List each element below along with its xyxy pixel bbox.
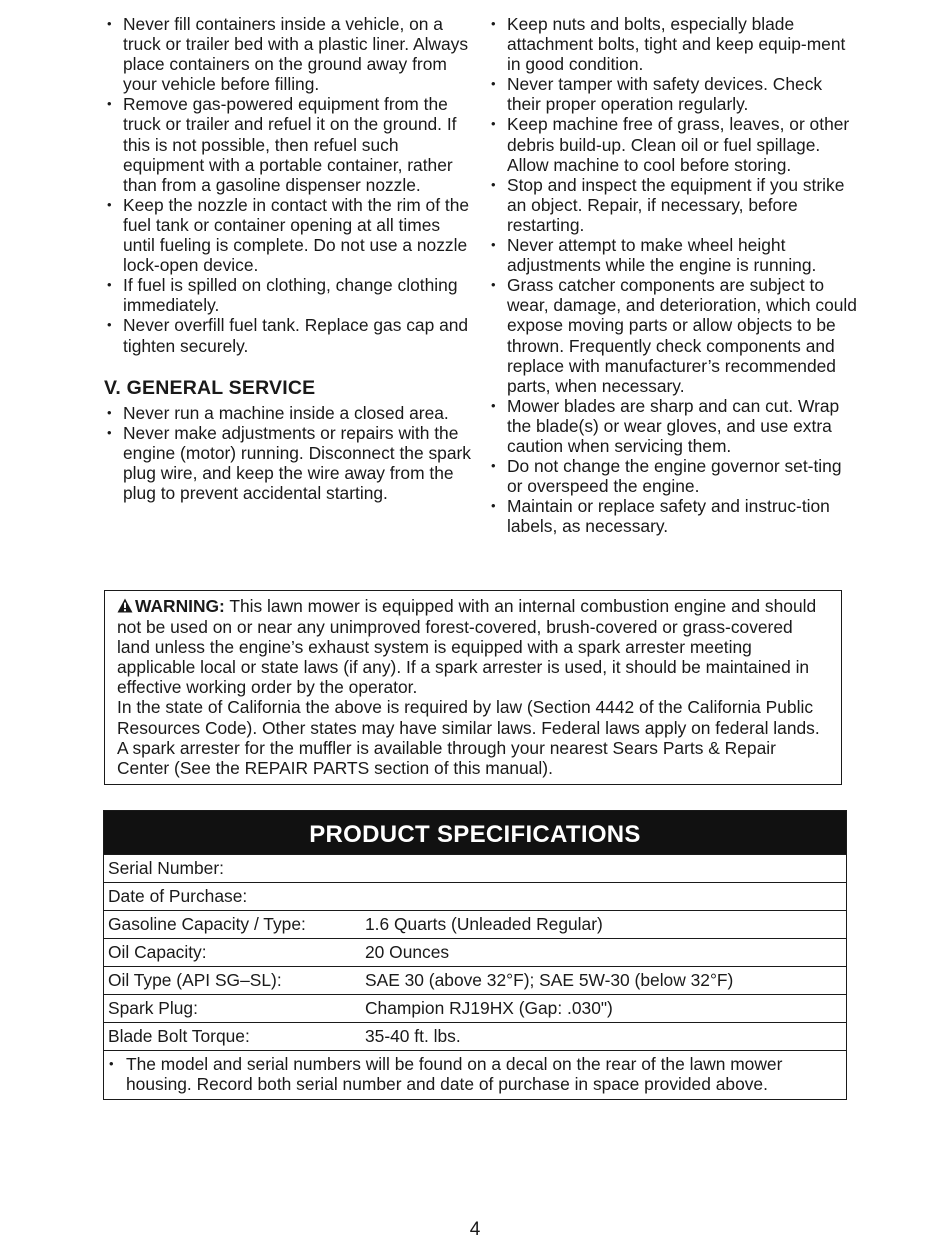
list-item: • Never make adjustments or repairs with the engine (motor) running. Disconnect the spark plug wire, and keep the wire away from the plug to prevent accidental starting. bbox=[104, 423, 476, 503]
list-item: • Maintain or replace safety and instruc-tion labels, as necessary. bbox=[488, 496, 858, 536]
spec-label: Blade Bolt Torque: bbox=[108, 1026, 250, 1046]
spec-label: Oil Type (API SG–SL): bbox=[108, 970, 282, 990]
spec-value: Champion RJ19HX (Gap: .030") bbox=[365, 998, 613, 1018]
warning-box bbox=[104, 590, 842, 785]
fueling-bullet-list bbox=[104, 14, 476, 356]
spec-row-blade-bolt-torque bbox=[104, 1022, 846, 1050]
spec-row-serial-number bbox=[104, 854, 846, 882]
spec-value: 35-40 ft. lbs. bbox=[365, 1026, 461, 1046]
list-item: • Never fill containers inside a vehicle, on a truck or trailer bed with a plastic liner. Always place containers on the ground away from your vehicle before filling. bbox=[104, 14, 476, 94]
list-item: • Stop and inspect the equipment if you strike an object. Repair, if necessary, before restarting. bbox=[488, 175, 858, 235]
spec-label: Oil Capacity: bbox=[108, 942, 207, 962]
list-item: • Grass catcher components are subject to wear, damage, and deterioration, which could expose moving parts or allow objects to be thrown. Frequently check components and replace with manufacturer’s recommended parts, when necessary. bbox=[488, 275, 858, 396]
specs-title: PRODUCT SPECIFICATIONS bbox=[104, 811, 846, 854]
product-specifications-table bbox=[103, 810, 847, 1100]
list-item: • Keep the nozzle in contact with the rim of the fuel tank or container opening at all times until fueling is complete. Do not use a nozzle lock-open device. bbox=[104, 195, 476, 275]
maintenance-bullet-list bbox=[488, 14, 858, 536]
specs-note: • The model and serial numbers will be found on a decal on the rear of the lawn mower housing. Record both serial number and date of purchase in space provided above. bbox=[104, 1050, 846, 1099]
spec-label: Gasoline Capacity / Type: bbox=[108, 914, 306, 934]
list-item: • Do not change the engine governor set-ting or overspeed the engine. bbox=[488, 456, 858, 496]
spec-value: SAE 30 (above 32°F); SAE 5W-30 (below 32°F) bbox=[365, 970, 734, 990]
left-column bbox=[104, 14, 476, 503]
list-item: • Never run a machine inside a closed area. bbox=[104, 403, 476, 423]
spec-row-oil-capacity bbox=[104, 938, 846, 966]
spec-value: 1.6 Quarts (Unleaded Regular) bbox=[365, 914, 603, 934]
list-item: • Keep nuts and bolts, especially blade attachment bolts, tight and keep equip-ment in good condition. bbox=[488, 14, 858, 74]
spec-row-gasoline-capacity bbox=[104, 910, 846, 938]
list-item: • Never tamper with safety devices. Check their proper operation regularly. bbox=[488, 74, 858, 114]
list-item: • Keep machine free of grass, leaves, or other debris build-up. Clean oil or fuel spillage. Allow machine to cool before storing. bbox=[488, 114, 858, 174]
section-heading: V. GENERAL SERVICE bbox=[104, 376, 316, 399]
spec-value bbox=[365, 883, 846, 910]
spec-row-spark-plug bbox=[104, 994, 846, 1022]
warning-text: This lawn mower is equipped with an internal combustion engine and should not be used on or near any unimproved forest-covered, brush-covered or grass-covered land unless the engine’s exhaust system is equipped with a spark arrester meeting applicable local or state laws (if any). If a spark arrester is used, it should be maintained in effective working order by the operator. bbox=[117, 596, 817, 698]
list-item: • Remove gas-powered equipment from the truck or trailer and refuel it on the ground. If this is not possible, then refuel such equipment with a portable container, rather than from a gasoline dispenser nozzle. bbox=[104, 94, 476, 194]
list-item: • Never overfill fuel tank. Replace gas cap and tighten securely. bbox=[104, 315, 476, 355]
spec-label: Spark Plug: bbox=[108, 998, 198, 1018]
spec-label: Date of Purchase: bbox=[108, 886, 248, 906]
warning-paragraph-california: In the state of California the above is required by law (Section 4442 of the California Public Resources Code). Other states may have similar laws. Federal laws apply on federal lands. A spark arrester for the muffler is available through your nearest Sears Parts & Repair Center (See the REPAIR PARTS section of this manual). bbox=[117, 697, 820, 778]
page-number: 4 bbox=[469, 1219, 481, 1240]
warning-label: WARNING: bbox=[135, 596, 225, 616]
spec-row-oil-type bbox=[104, 966, 846, 994]
spec-value: 20 Ounces bbox=[365, 942, 450, 962]
list-item: • If fuel is spilled on clothing, change clothing immediately. bbox=[104, 275, 476, 315]
spec-value bbox=[365, 855, 846, 882]
general-service-bullet-list bbox=[104, 403, 476, 503]
warning-paragraph bbox=[117, 596, 829, 697]
warning-triangle-icon bbox=[117, 597, 133, 617]
list-item: • Mower blades are sharp and can cut. Wrap the blade(s) or wear gloves, and use extra caution when servicing them. bbox=[488, 396, 858, 456]
spec-row-date-of-purchase bbox=[104, 882, 846, 910]
spec-label: Serial Number: bbox=[108, 858, 224, 878]
right-column bbox=[488, 14, 858, 536]
list-item: • Never attempt to make wheel height adjustments while the engine is running. bbox=[488, 235, 858, 275]
